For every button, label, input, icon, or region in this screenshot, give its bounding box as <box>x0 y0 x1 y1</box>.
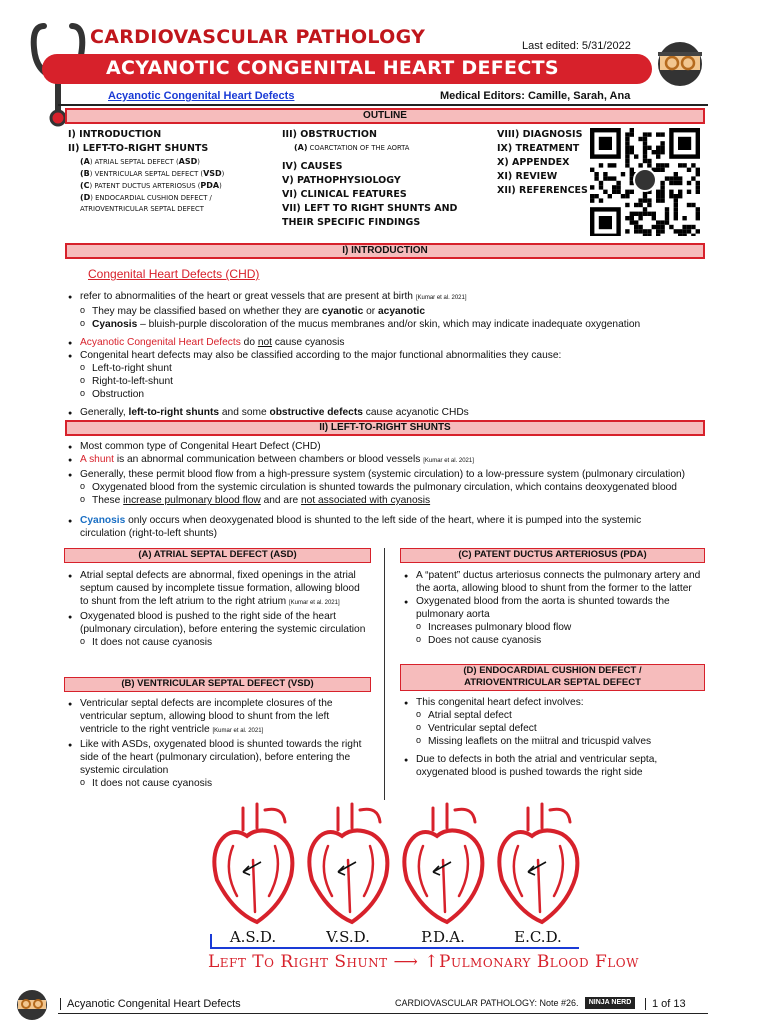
pda-body <box>404 569 704 647</box>
introduction-body <box>68 290 718 419</box>
column-divider <box>384 548 385 800</box>
bullet: ● Congenital heart defects may also be classified according to the major functional abnormalities they cause: <box>68 349 718 362</box>
heart-label: A.S.D. <box>229 928 277 946</box>
outline-item[interactable]: VI) CLINICAL FEATURES <box>282 189 407 200</box>
sub-bullet: o Oxygenated blood from the systemic circulation is shunted towards the pulmonary circulation, which contains deoxygenated blood <box>68 481 733 494</box>
heart-label: E.C.D. <box>514 928 562 946</box>
sub-bullet: o Obstruction <box>68 388 718 401</box>
outline-subitem[interactable]: (A) ATRIAL SEPTAL DEFECT (ASD) <box>80 157 200 166</box>
footer-divider <box>58 1013 708 1014</box>
shunts-bar: II) LEFT-TO-RIGHT SHUNTS <box>65 420 705 436</box>
outline-item[interactable]: VII) LEFT TO RIGHT SHUNTS AND THEIR SPECIFIC FINDINGS <box>282 203 458 228</box>
bullet: ● Acyanotic Congenital Heart Defects do not cause cyanosis <box>68 336 718 349</box>
outline-item[interactable]: IV) CAUSES <box>282 161 343 172</box>
bullet: ● Most common type of Congenital Heart Defect (CHD) <box>68 440 733 453</box>
asd-bar: (A) ATRIAL SEPTAL DEFECT (ASD) <box>64 548 371 563</box>
ninja-nerd-logo: NINJA NERD <box>585 997 635 1009</box>
ecd-bar: (D) ENDOCARDIAL CUSHION DEFECT / ATRIOVENTRICULAR SEPTAL DEFECT <box>400 664 705 691</box>
bullet: ● Cyanosis only occurs when deoxygenated blood is shunted to the left side of the heart, where it is pumped into the systemic circulation (right-to-left shunts) <box>68 514 688 540</box>
shunts-body <box>68 440 733 540</box>
bullet: ● Atrial septal defects are abnormal, fixed openings in the atrial septum caused by incomplete tissue formation, allowing blood to shunt from the left atrium to the right atrium [Kumar et al. 2021] <box>68 569 368 610</box>
outline-item[interactable]: II) LEFT-TO-RIGHT SHUNTS <box>68 143 209 154</box>
outline-item[interactable]: XI) REVIEW <box>497 171 558 182</box>
sub-bullet: o Cyanosis – bluish-purple discoloration of the mucus membranes and/or skin, which may indicate inadequate oxygenation <box>68 318 718 331</box>
sub-bullet: o Missing leaflets on the miitral and tricuspid valves <box>404 735 704 748</box>
bullet: ● A shunt is an abnormal communication between chambers or blood vessels [Kumar et al. 2021] <box>68 453 733 468</box>
bullet: ● Like with ASDs, oxygenated blood is shunted towards the right side of the heart (pulmonary circulation), before entering the systemic circulation <box>68 738 368 777</box>
bullet: ● Oxygenated blood is pushed to the right side of the heart (pulmonary circulation), before entering the systemic circulation <box>68 610 368 636</box>
sub-bullet: o Ventricular septal defect <box>404 722 704 735</box>
outline-item[interactable]: III) OBSTRUCTION <box>282 129 377 140</box>
pda-heart <box>404 804 482 946</box>
outline-item[interactable]: X) APPENDEX <box>497 157 570 168</box>
vsd-heart <box>309 804 387 946</box>
outline-subitem[interactable]: (B) VENTRICULAR SEPTAL DEFECT (VSD) <box>80 169 225 178</box>
medical-editors: Medical Editors: Camille, Sarah, Ana <box>440 90 631 102</box>
qr-code[interactable] <box>590 128 700 236</box>
figure-caption: Left To Right Shunt ⟶ ↑Pulmonary Blood Flow <box>208 952 639 972</box>
outline-item[interactable]: VIII) DIAGNOSIS <box>497 129 583 140</box>
introduction-bar: I) INTRODUCTION <box>65 243 705 259</box>
sub-bullet: o Left-to-right shunt <box>68 362 718 375</box>
footer-topic: Acyanotic Congenital Heart Defects <box>60 998 241 1010</box>
sub-bullet: o Does not cause cyanosis <box>404 634 704 647</box>
vsd-body <box>68 697 368 790</box>
outline-item[interactable]: I) INTRODUCTION <box>68 129 162 140</box>
sub-bullet: o It does not cause cyanosis <box>68 777 368 790</box>
heart-defects-figure <box>205 800 585 952</box>
bullet: ● Ventricular septal defects are incomplete closures of the ventricular septum, allowing blood to shunt from the left ventricle to the right ventricle [Kumar et al. 2021] <box>68 697 368 738</box>
chd-heading: Congenital Heart Defects (CHD) <box>88 267 260 281</box>
heart-label: P.D.A. <box>421 928 465 946</box>
outline-subitem[interactable]: (A) COARCTATION OF THE AORTA <box>294 143 410 152</box>
outline-item[interactable]: XII) REFERENCES <box>497 185 588 196</box>
asd-heart <box>214 804 292 946</box>
bullet: ● A “patent” ductus arteriosus connects the pulmonary artery and the aorta, allowing blood to shunt from the former to the latter <box>404 569 704 595</box>
outline-col-2 <box>282 128 492 230</box>
sub-bullet: o These increase pulmonary blood flow and are not associated with cyanosis <box>68 494 733 507</box>
outline-bar: OUTLINE <box>65 108 705 124</box>
ninja-mascot-icon <box>634 169 656 191</box>
vsd-bar: (B) VENTRICULAR SEPTAL DEFECT (VSD) <box>64 677 371 692</box>
outline-subitem[interactable]: (C) PATENT DUCTUS ARTERIOSUS (PDA) <box>80 181 222 190</box>
bullet: ● Due to defects in both the atrial and ventricular septa, oxygenated blood is pushed towards the right side <box>404 753 704 779</box>
header-divider <box>58 104 708 106</box>
sub-bullet: o Right-to-left-shunt <box>68 375 718 388</box>
ecd-body <box>404 696 704 779</box>
bullet: ● Generally, left-to-right shunts and some obstructive defects cause acyanotic CHDs <box>68 406 718 419</box>
outline-col-3 <box>497 128 592 198</box>
last-edited: Last edited: 5/31/2022 <box>522 40 631 52</box>
pda-bar: (C) PATENT DUCTUS ARTERIOSUS (PDA) <box>400 548 705 563</box>
outline-item[interactable]: V) PATHOPHYSIOLOGY <box>282 175 401 186</box>
ninja-mascot-icon <box>652 40 708 88</box>
footer-note: CARDIOVASCULAR PATHOLOGY: Note #26. <box>395 998 579 1008</box>
topic-link[interactable]: Acyanotic Congenital Heart Defects <box>108 90 295 102</box>
topic-title: ACYANOTIC CONGENITAL HEART DEFECTS <box>106 57 559 79</box>
page-number: 1 of 13 <box>645 998 686 1010</box>
bullet: ● This congenital heart defect involves: <box>404 696 704 709</box>
course-title: CARDIOVASCULAR PATHOLOGY <box>90 26 426 48</box>
heart-label: V.S.D. <box>326 928 370 946</box>
asd-body <box>68 569 368 649</box>
sub-bullet: o They may be classified based on whether they are cyanotic or acyanotic <box>68 305 718 318</box>
outline-item[interactable]: IX) TREATMENT <box>497 143 580 154</box>
ecd-heart <box>499 804 577 946</box>
sub-bullet: o Increases pulmonary blood flow <box>404 621 704 634</box>
sub-bullet: o It does not cause cyanosis <box>68 636 368 649</box>
sub-bullet: o Atrial septal defect <box>404 709 704 722</box>
bullet: ● Generally, these permit blood flow from a high-pressure system (systemic circulation) to a low-pressure system (pulmonary circulation) <box>68 468 733 481</box>
ninja-mascot-icon <box>12 988 52 1022</box>
bullet: ● refer to abnormalities of the heart or great vessels that are present at birth [Kumar et al. 2021] <box>68 290 718 305</box>
outline-col-1 <box>68 128 278 215</box>
bullet: ● Oxygenated blood from the aorta is shunted towards the pulmonary aorta <box>404 595 704 621</box>
outline-subitem[interactable]: (D) ENDOCARDIAL CUSHION DEFECT / ATRIOVENTRICULAR SEPTAL DEFECT <box>80 193 212 213</box>
